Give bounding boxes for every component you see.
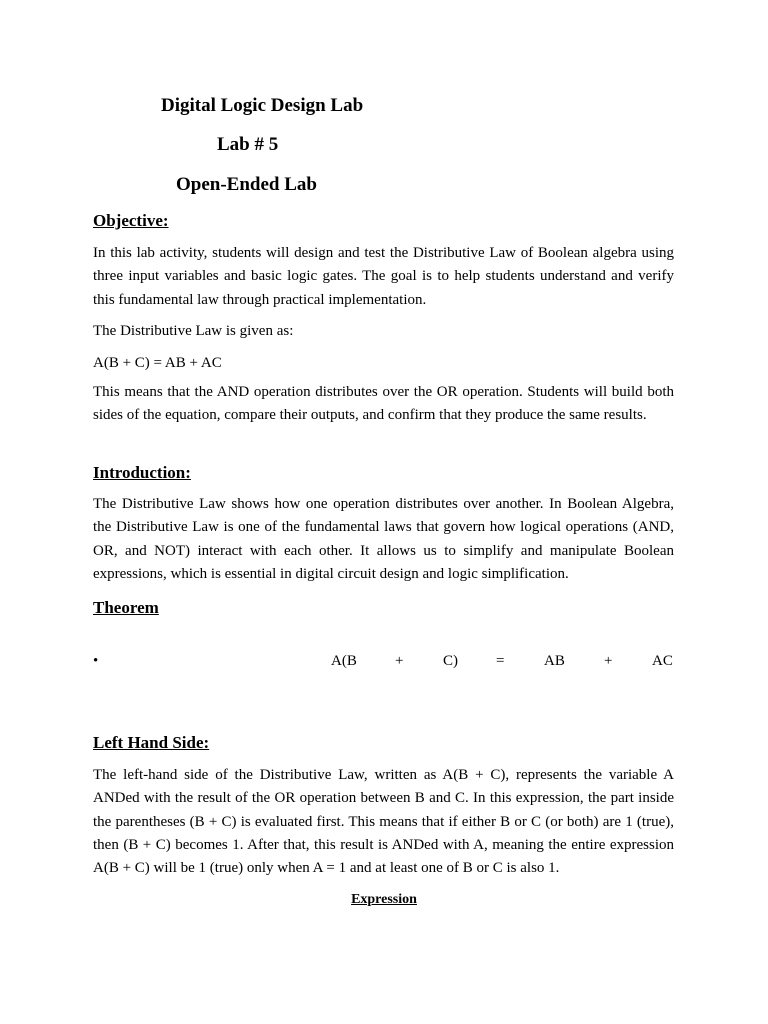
- lab-number-title: Lab # 5: [217, 134, 279, 155]
- objective-paragraph-2: This means that the AND operation distributes over the OR operation. Students will build both sides of the equation, compare their outputs, and confirm that they produce the same results.: [93, 384, 674, 424]
- theorem-heading: Theorem: [93, 598, 159, 617]
- theorem-token: +: [395, 653, 404, 669]
- objective-heading: Objective:: [93, 211, 169, 230]
- theorem-token: C): [443, 653, 458, 669]
- theorem-token: AC: [652, 653, 673, 669]
- theorem-token: =: [496, 653, 505, 669]
- theorem-equation-row: [93, 651, 674, 671]
- left-hand-side-heading: Left Hand Side:: [93, 733, 210, 752]
- objective-paragraph-1: In this lab activity, students will design and test the Distributive Law of Boolean algebra using three input variables and basic logic gates. The goal is to help students understand and verify this fundamental law through practical implementation.: [93, 245, 674, 308]
- expression-label: Expression: [351, 892, 417, 907]
- theorem-token: +: [604, 653, 613, 669]
- law-intro-text: The Distributive Law is given as:: [93, 323, 294, 339]
- course-title: Digital Logic Design Lab: [161, 95, 364, 116]
- introduction-heading: Introduction:: [93, 463, 191, 482]
- introduction-paragraph: The Distributive Law shows how one operation distributes over another. In Boolean Algebra, the Distributive Law is one of the fundamental laws that govern how logical operations (AND, OR, and NOT) interact with each other. It allows us to simplify and manipulate Boolean expressions, which is essential in digital circuit design and logic simplification.: [93, 496, 674, 582]
- bullet-icon: •: [93, 653, 99, 669]
- lab-type-title: Open-Ended Lab: [176, 174, 317, 195]
- left-hand-side-paragraph: The left-hand side of the Distributive Law, written as A(B + C), represents the variable A ANDed with the result of the OR operation between B and C. In this expression, the part inside the parentheses (B + C) is evaluated first. This means that if either B or C (or both) are 1 (true), then (B + C) becomes 1. After that, this result is ANDed with A, meaning the entire expression A(B + C) will be 1 (true) only when A = 1 and at least one of B or C is also 1.: [93, 767, 674, 877]
- theorem-token: AB: [544, 653, 565, 669]
- theorem-token: A(B: [331, 653, 357, 669]
- law-equation: A(B + C) = AB + AC: [93, 355, 222, 371]
